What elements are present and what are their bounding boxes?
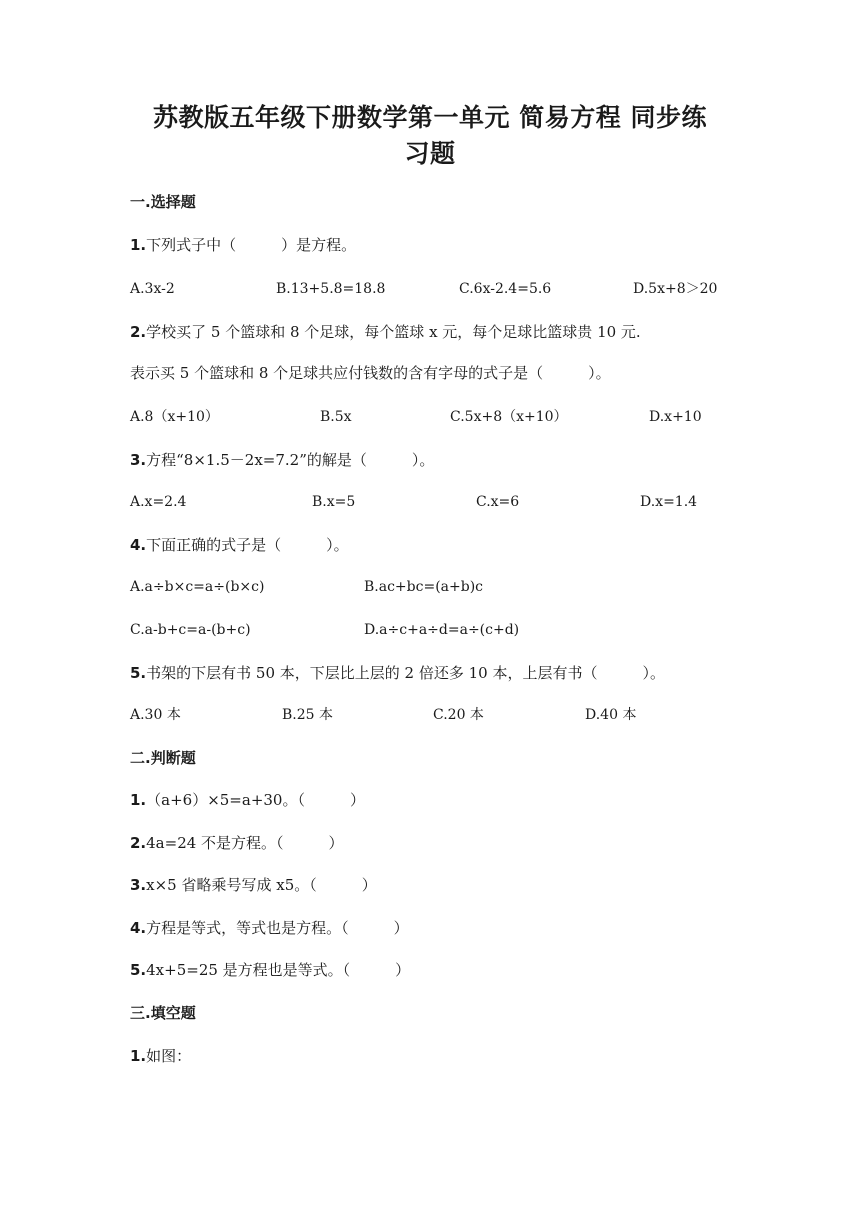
question-text: （a+6）×5=a+30。（ ） <box>146 791 365 809</box>
q5-option-a: A.30 本 <box>130 707 181 723</box>
q2-option-b: B.5x <box>320 409 352 425</box>
q1-option-a: A.3x-2 <box>130 281 175 297</box>
q4-option-a: A.a÷b×c=a÷(b×c) <box>130 579 265 595</box>
question-3 <box>130 450 434 470</box>
judge-item-2 <box>130 833 344 853</box>
judge-item-3 <box>130 875 377 895</box>
question-number: 3. <box>130 876 147 894</box>
question-text: 方程是等式，等式也是方程。（ ） <box>146 919 409 937</box>
title-line-2: 习题 <box>404 139 456 168</box>
page-title <box>120 100 740 172</box>
q4-option-c: C.a-b+c=a-(b+c) <box>130 622 251 638</box>
q2-option-c: C.5x+8（x+10） <box>450 409 568 425</box>
q4-option-b: B.ac+bc=(a+b)c <box>364 579 483 595</box>
question-text: 方程“8×1.5－2x=7.2”的解是（ ）。 <box>146 451 435 469</box>
question-number: 5. <box>130 961 147 979</box>
q3-option-d: D.x=1.4 <box>640 494 698 510</box>
question-1 <box>130 235 356 255</box>
question-2 <box>130 322 641 342</box>
q1-option-b: B.13+5.8=18.8 <box>276 281 386 297</box>
fill-item-1 <box>130 1046 191 1066</box>
section-heading-judge: 二.判断题 <box>130 749 196 767</box>
question-number: 4. <box>130 536 147 554</box>
question-5 <box>130 663 665 683</box>
q5-option-d: D.40 本 <box>585 707 637 723</box>
question-number: 2. <box>130 323 147 341</box>
question-number: 4. <box>130 919 147 937</box>
judge-item-1 <box>130 790 365 810</box>
q1-option-d: D.5x+8＞20 <box>633 281 718 297</box>
question-text: 4x+5=25 是方程也是等式。（ ） <box>146 961 411 979</box>
question-number: 1. <box>130 236 147 254</box>
q2-option-a: A.8（x+10） <box>130 409 219 425</box>
title-line-1: 苏教版五年级下册数学第一单元 简易方程 同步练 <box>153 103 707 132</box>
q5-option-b: B.25 本 <box>282 707 334 723</box>
question-text: 如图： <box>146 1047 192 1065</box>
question-text: 学校买了 5 个篮球和 8 个足球，每个篮球 x 元，每个足球比篮球贵 10 元. <box>146 323 641 341</box>
section-heading-fill: 三.填空题 <box>130 1004 196 1022</box>
judge-item-4 <box>130 918 409 938</box>
q1-option-c: C.6x-2.4=5.6 <box>459 281 552 297</box>
q3-option-a: A.x=2.4 <box>130 494 187 510</box>
q3-option-c: C.x=6 <box>476 494 520 510</box>
question-text: 书架的下层有书 50 本，下层比上层的 2 倍还多 10 本，上层有书（ ）。 <box>146 664 665 682</box>
question-text: 下面正确的式子是（ ）。 <box>146 536 349 554</box>
question-text: x×5 省略乘号写成 x5。（ ） <box>146 876 377 894</box>
q2-option-d: D.x+10 <box>649 409 702 425</box>
question-text: 下列式子中（ ）是方程。 <box>146 236 357 254</box>
question-number: 3. <box>130 451 147 469</box>
question-2-continued: 表示买 5 个篮球和 8 个足球共应付钱数的含有字母的式子是（ ）。 <box>130 364 611 382</box>
question-4 <box>130 535 349 555</box>
question-number: 2. <box>130 834 147 852</box>
q5-option-c: C.20 本 <box>433 707 484 723</box>
question-text: 4a=24 不是方程。（ ） <box>146 834 344 852</box>
judge-item-5 <box>130 960 410 980</box>
question-number: 1. <box>130 791 147 809</box>
section-heading-choice: 一.选择题 <box>130 193 196 211</box>
q3-option-b: B.x=5 <box>312 494 356 510</box>
q4-option-d: D.a÷c+a÷d=a÷(c+d) <box>364 622 520 638</box>
question-number: 5. <box>130 664 147 682</box>
question-number: 1. <box>130 1047 147 1065</box>
